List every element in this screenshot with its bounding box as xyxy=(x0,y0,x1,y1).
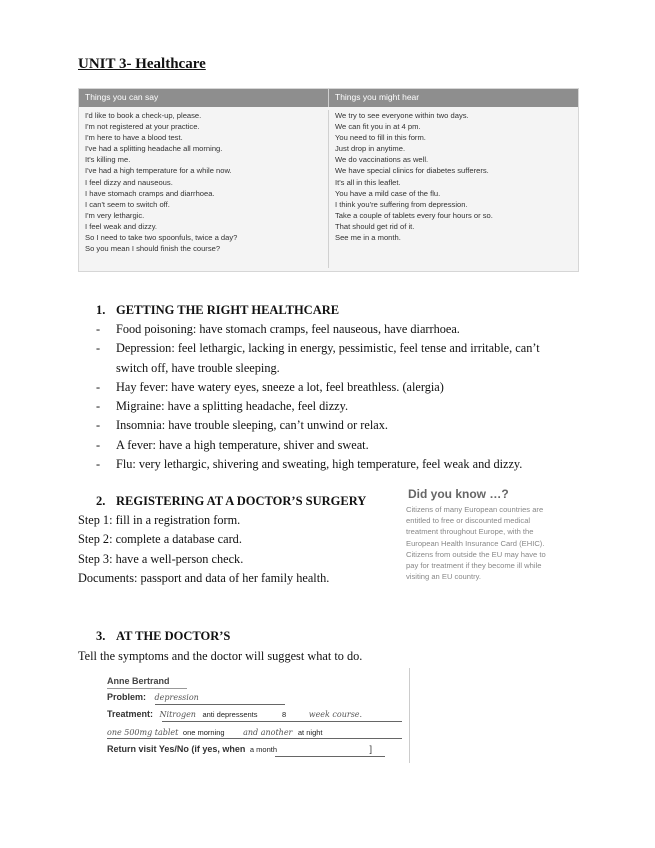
patient-underline xyxy=(107,688,187,689)
bullet-dash: - xyxy=(96,322,101,336)
phrase-table xyxy=(78,88,579,272)
hear-phrase: I think you're suffering from depression. xyxy=(335,199,468,209)
list-item-text: Flu: very lethargic, shivering and sweating, high temperature, feel weak and dizzy. xyxy=(116,457,523,472)
list-item-text: Migraine: have a splitting headache, feel dizzy. xyxy=(116,399,349,414)
patient-name: Anne Bertrand xyxy=(107,676,170,686)
section3-title: AT THE DOCTOR’S xyxy=(116,629,231,643)
did-you-know-box xyxy=(400,487,550,627)
list-item xyxy=(96,436,566,455)
hear-phrase: We do vaccinations as well. xyxy=(335,155,429,165)
dosage-handwritten-1: one 500mg tablet xyxy=(107,728,179,737)
step-line: Documents: passport and data of her family health. xyxy=(78,571,330,586)
hear-phrase: See me in a month. xyxy=(335,233,401,243)
step-line: Step 2: complete a database card. xyxy=(78,532,242,547)
list-item-text: Hay fever: have watery eyes, sneeze a lot, feel breathless. (alergia) xyxy=(116,379,444,394)
section2-title: REGISTERING AT A DOCTOR’S SURGERY xyxy=(116,494,367,508)
dosage-underline xyxy=(107,738,402,739)
return-label: Return visit Yes/No (if yes, when xyxy=(107,744,246,754)
hear-phrase: Just drop in anytime. xyxy=(335,144,406,154)
say-phrase: I've had a high temperature for a while now. xyxy=(85,166,232,176)
card-edge xyxy=(409,668,410,763)
treatment-drug: Nitrogen xyxy=(159,710,196,719)
say-phrase: I can't seem to switch off. xyxy=(85,199,170,209)
bullet-dash: - xyxy=(96,399,101,414)
bullet-dash: - xyxy=(96,341,101,356)
step-line: Step 3: have a well-person check. xyxy=(78,551,244,566)
list-item xyxy=(96,378,566,397)
card-treatment-row xyxy=(107,709,362,719)
say-phrase: I have stomach cramps and diarrhoea. xyxy=(85,188,215,198)
say-phrase: I'm here to have a blood test. xyxy=(85,133,183,143)
bullet-dash: - xyxy=(96,437,101,452)
list-item-text: Food poisoning: have stomach cramps, feel nauseous, have diarrhoea. xyxy=(116,322,460,336)
list-item-text: A fever: have a high temperature, shiver and sweat. xyxy=(116,437,369,452)
hear-phrase: We try to see everyone within two days. xyxy=(335,111,469,120)
hear-phrase: Take a couple of tablets every four hours or so. xyxy=(335,210,493,220)
card-return-row xyxy=(107,744,372,754)
bullet-dash: - xyxy=(96,418,101,433)
return-underline xyxy=(275,756,385,757)
did-you-know-text: Citizens of many European countries are entitled to free or discounted medical treatment throughout Europe, with the European Health Insurance Card (EHIC). Citizens from outside the EU may have to pay for treatment if they become ill while visiting an EU country. xyxy=(406,505,546,582)
card-dosage-row xyxy=(107,727,323,737)
list-item xyxy=(96,397,566,416)
hear-phrase: It's all in this leaflet. xyxy=(335,177,401,187)
dosage-print-1: one morning xyxy=(182,728,225,737)
hear-phrase: You need to fill in this form. xyxy=(335,133,426,143)
say-column xyxy=(79,110,329,268)
bullet-dash: - xyxy=(96,457,101,472)
treatment-qty: 8 xyxy=(282,710,287,719)
symptom-list xyxy=(96,320,566,474)
step-line: Step 1: fill in a registration form. xyxy=(78,513,241,527)
hear-phrase: We have special clinics for diabetes sufferers. xyxy=(335,166,489,176)
section3-heading xyxy=(96,629,230,644)
treatment-underline xyxy=(162,721,402,722)
page-title: UNIT 3- Healthcare xyxy=(78,56,206,72)
section3-number: 3. xyxy=(96,629,106,643)
hear-column xyxy=(329,110,493,268)
section2-number: 2. xyxy=(96,494,106,508)
say-phrase: I'm very lethargic. xyxy=(85,210,145,220)
say-phrase: I've had a splitting headache all morning. xyxy=(85,144,223,154)
list-item xyxy=(96,339,566,378)
say-phrase: I'd like to book a check-up, please. xyxy=(85,111,202,120)
section2-heading xyxy=(96,494,366,509)
return-bracket: ] xyxy=(369,744,373,754)
problem-underline xyxy=(155,704,285,705)
phrase-table-header xyxy=(79,89,578,107)
card-problem-row xyxy=(107,692,199,702)
treatment-print: anti depressents xyxy=(202,710,258,719)
bullet-dash: - xyxy=(96,379,101,394)
header-things-you-might-hear: Things you might hear xyxy=(335,92,420,102)
list-item-text: Insomnia: have trouble sleeping, can’t unwind or relax. xyxy=(116,418,388,433)
say-phrase: It's killing me. xyxy=(85,155,131,165)
treatment-label: Treatment: xyxy=(107,709,154,719)
list-item xyxy=(96,416,566,435)
hear-phrase: You have a mild case of the flu. xyxy=(335,188,441,198)
registration-steps xyxy=(78,511,329,589)
card-patient-row xyxy=(107,676,170,686)
list-item-text: Depression: feel lethargic, lacking in energy, pessimistic, feel tense and irritable, can’t switch off, have trouble sleeping. xyxy=(116,341,540,375)
say-phrase: So you mean I should finish the course? xyxy=(85,244,221,254)
say-phrase: I feel dizzy and nauseous. xyxy=(85,177,173,187)
section1-heading xyxy=(96,303,339,318)
dosage-print-2: at night xyxy=(297,728,323,737)
hear-phrase: We can fit you in at 4 pm. xyxy=(335,122,421,132)
header-things-you-can-say: Things you can say xyxy=(79,89,329,107)
list-item xyxy=(96,455,566,474)
section1-title: GETTING THE RIGHT HEALTHCARE xyxy=(116,303,340,317)
say-phrase: I'm not registered at your practice. xyxy=(85,122,200,132)
prescription-card xyxy=(100,668,412,763)
say-phrase: So I need to take two spoonfuls, twice a day? xyxy=(85,233,238,243)
dosage-handwritten-2: and another xyxy=(243,728,293,737)
problem-value: depression xyxy=(154,693,199,702)
doctor-intro-text: Tell the symptoms and the doctor will suggest what to do. xyxy=(78,649,363,663)
section1-number: 1. xyxy=(96,303,106,317)
treatment-course: week course. xyxy=(308,710,363,719)
say-phrase: I feel weak and dizzy. xyxy=(85,221,158,231)
return-value: a month xyxy=(249,745,277,754)
hear-phrase: That should get rid of it. xyxy=(335,221,415,231)
problem-label: Problem: xyxy=(107,692,147,702)
did-you-know-title: Did you know …? xyxy=(408,487,509,501)
list-item xyxy=(96,320,566,339)
